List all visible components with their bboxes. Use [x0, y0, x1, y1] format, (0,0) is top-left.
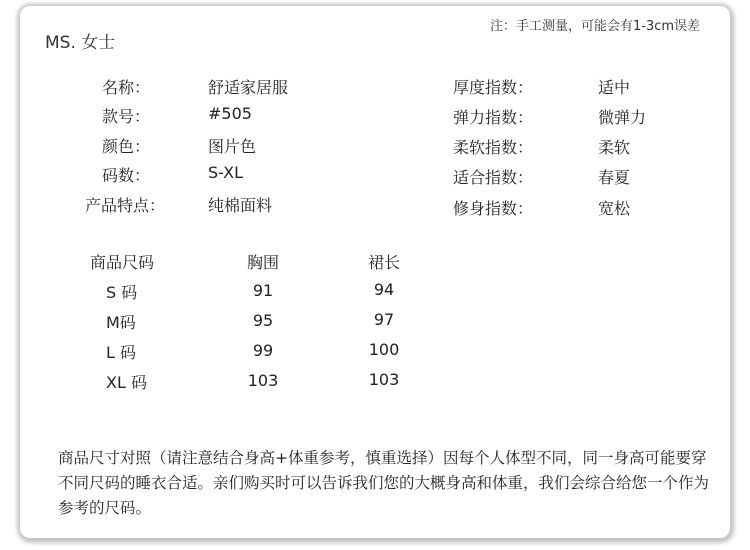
- spec-label-name: 名称：: [101, 78, 150, 97]
- spec-value-elasticity: 微弹力: [598, 108, 647, 127]
- spec-label-sizes: 码数：: [101, 166, 150, 185]
- size-header-length: 裙长: [367, 253, 400, 272]
- spec-value-sizes: S-XL: [208, 163, 244, 182]
- spec-value-fit: 宽松: [598, 199, 631, 218]
- size-row-size: M码: [106, 313, 136, 332]
- size-row-chest: 91: [252, 281, 274, 300]
- brand-label: MS. 女士: [45, 33, 116, 53]
- spec-value-softness: 柔软: [598, 138, 631, 157]
- size-row-size: XL 码: [106, 373, 147, 392]
- spec-label-softness: 柔软指数：: [453, 138, 534, 157]
- size-row-chest: 103: [247, 371, 279, 390]
- measurement-note: 注：手工测量，可能会有1-3cm误差: [490, 19, 701, 34]
- size-header-chest: 胸围: [246, 253, 279, 272]
- size-row-size: S 码: [106, 283, 138, 302]
- spec-label-color: 颜色：: [101, 137, 150, 156]
- size-row-length: 97: [373, 310, 395, 329]
- size-row-chest: 99: [252, 341, 274, 360]
- size-row-chest: 95: [252, 311, 274, 330]
- size-guide-paragraph: 商品尺寸对照（请注意结合身高+体重参考，慎重选择）因每个人体型不同，同一身高可能要穿不同尺码的睡衣合适。亲们购买时可以告诉我们您的大概身高和体重，我们会综合给您一个作为参考的尺码。: [58, 449, 710, 517]
- spec-value-features: 纯棉面料: [208, 196, 273, 215]
- size-row-size: L 码: [106, 343, 137, 362]
- spec-label-elasticity: 弹力指数：: [453, 108, 534, 127]
- spec-value-style-no: #505: [208, 104, 252, 123]
- spec-label-fit: 修身指数：: [453, 199, 534, 218]
- size-row-length: 103: [368, 370, 400, 389]
- spec-value-color: 图片色: [208, 137, 257, 156]
- spec-label-style-no: 款号：: [101, 107, 150, 126]
- size-row-length: 100: [368, 340, 400, 359]
- spec-value-season: 春夏: [598, 168, 631, 187]
- spec-value-name: 舒适家居服: [208, 78, 289, 97]
- size-header-size: 商品尺码: [90, 253, 155, 272]
- spec-label-thickness: 厚度指数：: [453, 78, 534, 97]
- spec-label-season: 适合指数：: [453, 168, 534, 187]
- spec-label-features: 产品特点：: [84, 196, 165, 215]
- spec-value-thickness: 适中: [598, 78, 631, 97]
- size-row-length: 94: [373, 280, 395, 299]
